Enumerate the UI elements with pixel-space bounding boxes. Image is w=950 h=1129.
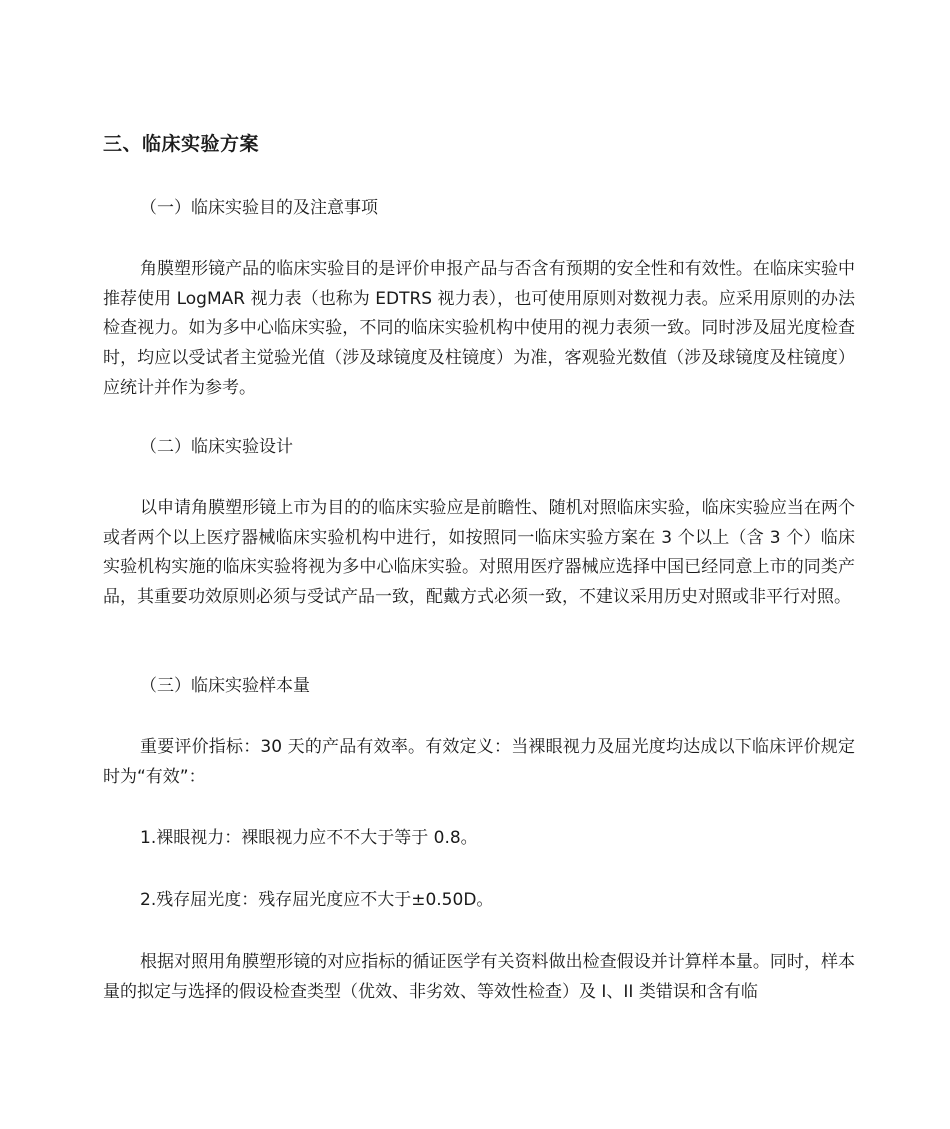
section-title: 三、临床实验方案 [103, 133, 260, 155]
paragraph-objective: 角膜塑形镜产品的临床实验目的是评价申报产品与否含有预期的安全性和有效性。在临床实验中推荐使用 LogMAR 视力表（也称为 EDTRS 视力表），也可使用原则对数视力表。应采用原则的办法检查视力。如为多中心临床实验，不同的临床实验机构中使用的视力表须一致。同时涉及屈光度检查时，均应以受试者主觉验光值（涉及球镜度及柱镜度）为准，客观验光数值（涉及球镜度及柱镜度）应统计并作为参考。 [103, 259, 855, 398]
paragraph-design: 以申请角膜塑形镜上市为目的的临床实验应是前瞻性、随机对照临床实验，临床实验应当在两个或者两个以上医疗器械临床实验机构中进行，如按照同一临床实验方案在 3 个以上（含 3 个）临床实验机构实施的临床实验将视为多中心临床实验。对照用医疗器械应选择中国已经同意上市的同类产品，其重要功效原则必须与受试产品一致，配戴方式必须一致，不建议采用历史对照或非平行对照。 [103, 498, 855, 608]
subsection-heading-design: （二）临床实验设计 [140, 437, 293, 457]
paragraph-sample-size: 重要评价指标：30 天的产品有效率。有效定义：当裸眼视力及屈光度均达成以下临床评价规定时为“有效”： [103, 737, 855, 787]
subsection-heading-objective: （一）临床实验目的及注意事项 [140, 198, 378, 218]
list-item-residual-refraction: 2.残存屈光度：残存屈光度应不大于±0.50D。 [140, 890, 494, 910]
subsection-heading-sample-size: （三）临床实验样本量 [140, 676, 310, 696]
list-item-uncorrected-vision: 1.裸眼视力：裸眼视力应不不大于等于 0.8。 [140, 828, 478, 848]
paragraph-sample-size-closing: 根据对照用角膜塑形镜的对应指标的循证医学有关资料做出检查假设并计算样本量。同时，样本量的拟定与选择的假设检查类型（优效、非劣效、等效性检查）及 I、II 类错误和含有临 [103, 952, 855, 1002]
